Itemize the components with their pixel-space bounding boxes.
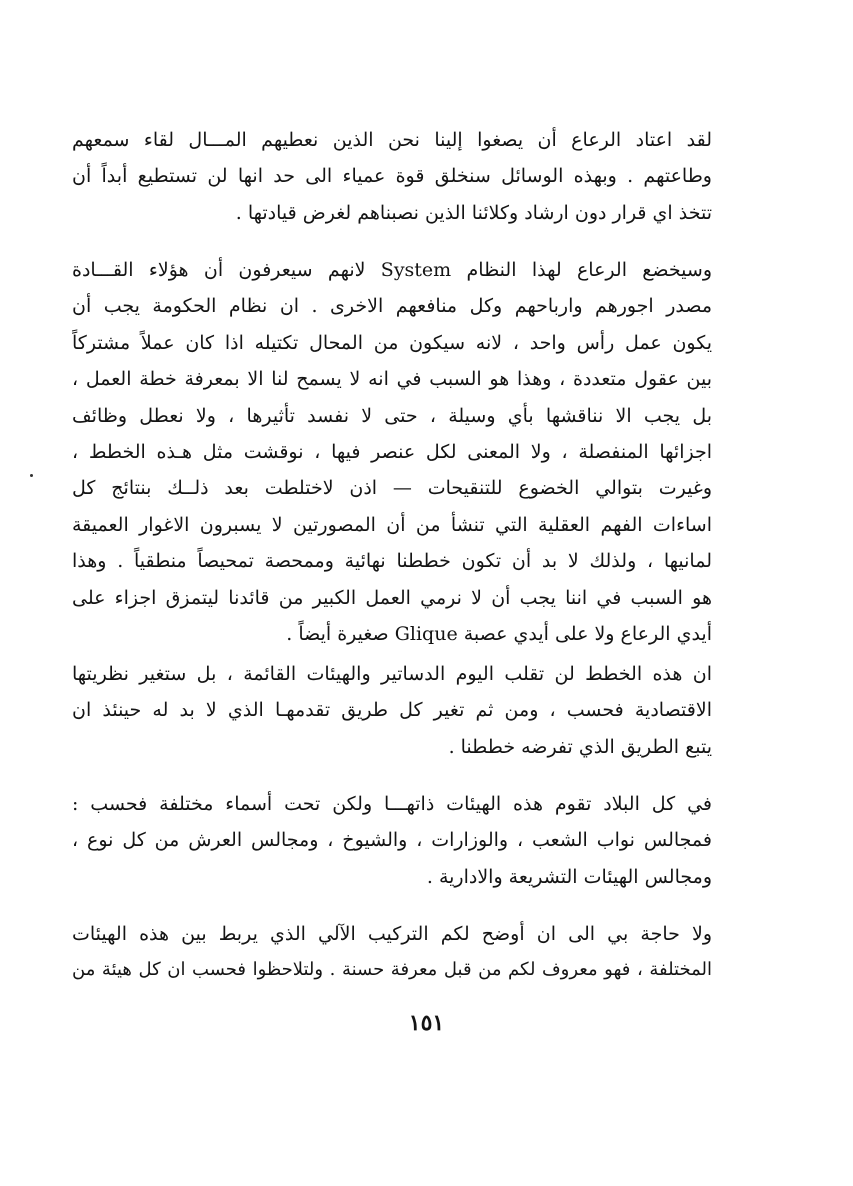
text-line: وسيخضع الرعاع لهذا النظام System لانهم سيعرفون أن هؤلاء القـــادة [72, 259, 712, 281]
text-line: اجزائها المنفصلة ، ولا المعنى لكل عنصر فيها ، نوقشت مثل هـذه الخطط ، [72, 440, 712, 463]
text-line: يتبع الطريق الذي تفرضه خططنا . [448, 735, 712, 758]
text-line: الاقتصادية فحسب ، ومن ثم تغير كل طريق تقدمهـا الذي لا بد له حينئذ ان [72, 699, 712, 722]
text-line: لقد اعتاد الرعاع أن يصغوا إلينا نحن الذين نعطيهم المـــال لقاء سمعهم [72, 129, 712, 151]
text-line: ان هذه الخطط لن تقلب اليوم الدساتير والهيئات القائمة ، بل ستغير نظريتها [72, 663, 712, 685]
text-line: بل يجب الا نناقشها بأي وسيلة ، حتى لا نفسد تأثيرها ، ولا نعطل وظائف [72, 404, 712, 427]
paragraph-4 [72, 786, 712, 895]
paragraph-1 [72, 122, 712, 231]
text-line: في كل البلاد تقوم هذه الهيئات ذاتهـــا ولكن تحت أسماء مختلفة فحسب : [72, 793, 712, 815]
text-line: وطاعتهم . وبهذه الوسائل سنخلق قوة عمياء الى حد انها لن تستطيع أبداً أن [72, 165, 712, 188]
text-line: ومجالس الهيئات التشريعة والادارية . [426, 865, 712, 888]
paragraph-2 [72, 252, 712, 652]
text-line: مصدر اجورهم وارباحهم وكل منافعهم الاخرى . ان نظام الحكومة يجب أن [72, 295, 712, 318]
paragraph-5 [72, 916, 712, 989]
page-number: ١٥١ [408, 1010, 445, 1036]
text-line: هو السبب في اننا يجب أن لا نرمي العمل الكبير من قائدنا ليتمزق اجزاء على [72, 586, 712, 609]
text-line: يكون عمل رأس واحد ، لانه سيكون من المحال تكتيله اذا كان عملاً مشتركاً [72, 331, 712, 354]
text-line: فمجالس نواب الشعب ، والوزارات ، والشيوخ ، ومجالس العرش من كل نوع ، [72, 829, 712, 852]
text-line: تتخذ اي قرار دون ارشاد وكلائنا الذين نصبناهم لغرض قيادتها . [235, 201, 712, 224]
text-line: وغيرت بتوالي الخضوع للتنقيحات — اذن لاختلطت بعد ذلــك بنتائج كل [72, 477, 712, 500]
text-line: لمانيها ، ولذلك لا بد أن تكون خططنا نهائية وممحصة تمحيصاً منطقياً . وهذا [72, 550, 712, 573]
text-line: أيدي الرعاع ولا على أيدي عصبة Glique صغيرة أيضاً . [286, 622, 712, 645]
text-line: المختلفة ، فهو معروف لكم من قبل معرفة حسنة . ولتلاحظوا فحسب ان كل هيئة من [72, 959, 712, 981]
paragraph-3 [72, 656, 712, 765]
text-line: اساءات الفهم العقلية التي تنشأ من أن المصورتين لا يسبرون الاغوار العميقة [72, 513, 712, 536]
margin-speck [30, 474, 33, 477]
text-line: بين عقول متعددة ، وهذا هو السبب في انه لا يسمح لنا الا بمعرفة خطة العمل ، [72, 368, 712, 391]
text-line: ولا حاجة بي الى ان أوضح لكم التركيب الآلي الذي يربط بين هذه الهيئات [72, 923, 712, 945]
